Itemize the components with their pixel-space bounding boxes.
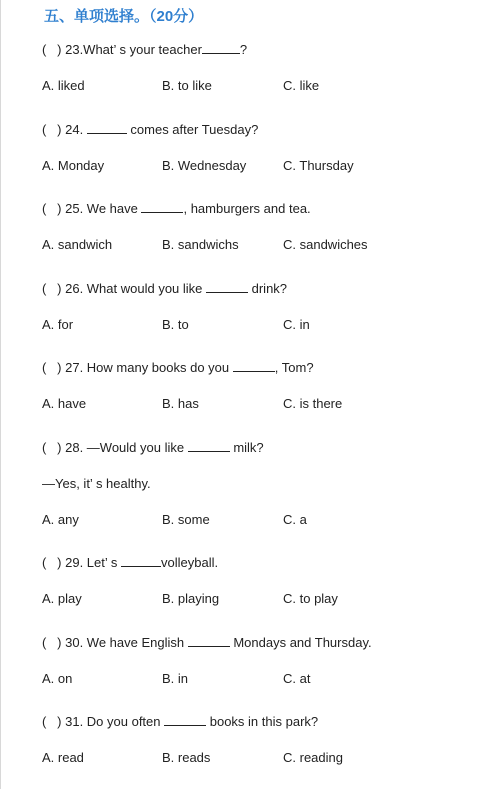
answer-option: B. to [162, 317, 189, 332]
answer-option: A. on [42, 671, 73, 686]
question-text-suffix: books in this park? [206, 714, 319, 729]
answer-option: A. sandwich [42, 237, 113, 252]
answer-option: B. some [162, 512, 210, 527]
answer-blank [233, 360, 275, 372]
answer-option: A. play [42, 591, 82, 606]
answer-option: B. has [162, 396, 199, 411]
answer-blank [202, 42, 240, 54]
question-text: ( ) 26. What would you like [42, 281, 207, 296]
answer-option: C. to play [283, 591, 338, 606]
question-text-suffix: , hamburgers and tea. [183, 201, 311, 216]
answer-option: C. Thursday [283, 158, 354, 173]
question-stem [42, 555, 218, 571]
answer-option: A. Monday [42, 158, 105, 173]
question-text: ( ) 29. Let’ s [42, 555, 121, 570]
question-text: ( ) 28. —Would you like [42, 440, 188, 455]
answer-option: C. at [283, 671, 311, 686]
question-stem [42, 42, 247, 58]
question-stem [42, 122, 258, 138]
answer-option: A. any [42, 512, 79, 527]
answer-option: C. in [283, 317, 310, 332]
answer-option: A. read [42, 750, 84, 765]
answer-option: B. reads [162, 750, 211, 765]
question-text: ( ) 24. [42, 122, 87, 137]
question-text-suffix: Mondays and Thursday. [229, 635, 372, 650]
answer-blank [188, 635, 230, 647]
dialogue-response: —Yes, it’ s healthy. [42, 476, 151, 491]
answer-option: B. Wednesday [162, 158, 247, 173]
question-text: ( ) 23.What’ s your teacher [42, 42, 202, 57]
question-stem [42, 281, 287, 297]
answer-blank [188, 440, 230, 452]
answer-option: C. is there [283, 396, 343, 411]
question-text: ( ) 27. How many books do you [42, 360, 233, 375]
answer-blank [121, 555, 161, 567]
question-stem [42, 360, 314, 376]
question-text: ( ) 30. We have English [42, 635, 188, 650]
question-text-suffix: comes after Tuesday? [126, 122, 259, 137]
question-stem [42, 714, 318, 730]
question-stem [42, 201, 311, 217]
answer-blank [141, 201, 183, 213]
answer-blank [164, 714, 206, 726]
question-stem [42, 635, 372, 651]
question-stem [42, 440, 264, 456]
answer-option: B. sandwichs [162, 237, 239, 252]
answer-option: C. reading [283, 750, 343, 765]
question-text-suffix: , Tom? [274, 360, 314, 375]
answer-option: B. playing [162, 591, 220, 606]
question-text-suffix: ? [239, 42, 248, 57]
question-text: ( ) 31. Do you often [42, 714, 165, 729]
question-text-suffix: drink? [248, 281, 288, 296]
answer-option: C. sandwiches [283, 237, 368, 252]
answer-option: B. in [162, 671, 189, 686]
answer-option: A. liked [42, 78, 85, 93]
question-text-suffix: volleyball. [161, 555, 219, 570]
answer-option: A. for [42, 317, 74, 332]
answer-option: C. a [283, 512, 307, 527]
answer-option: C. like [283, 78, 320, 93]
section-title: 五、单项选择。（20分） [44, 8, 204, 25]
answer-blank [87, 122, 127, 134]
question-text: ( ) 25. We have [42, 201, 142, 216]
answer-option: A. have [42, 396, 87, 411]
answer-option: B. to like [162, 78, 212, 93]
question-text-suffix: milk? [229, 440, 264, 455]
answer-blank [206, 281, 248, 293]
page-left-rule [0, 0, 1, 789]
